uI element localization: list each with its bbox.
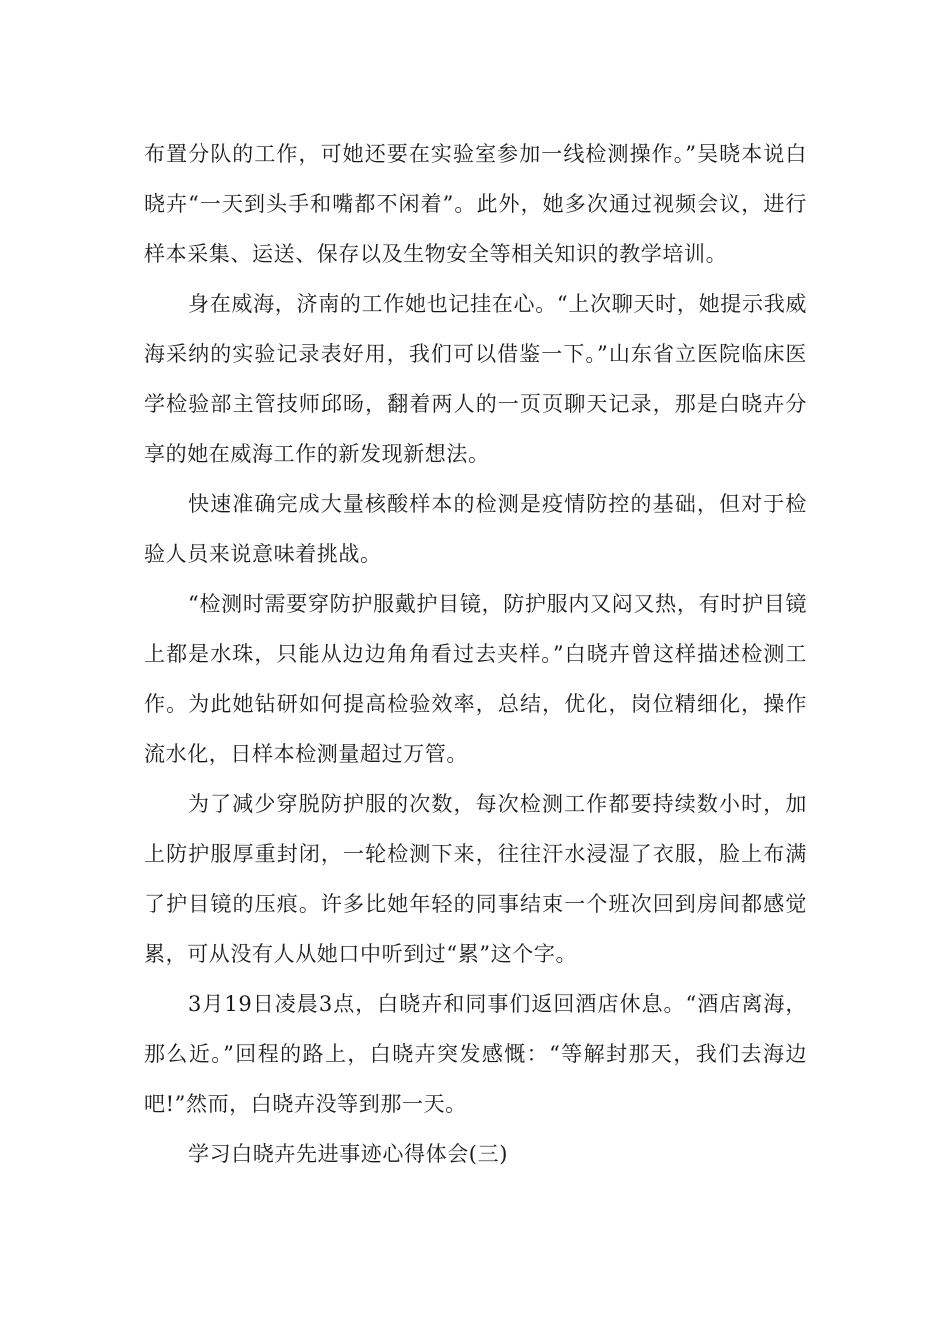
paragraph-5: 为了减少穿脱防护服的次数，每次检测工作都要持续数小时，加上防护服厚重封闭，一轮检测下来，往往汗水浸湿了衣服，脸上布满了护目镜的压痕。许多比她年轻的同事结束一个班次回到房间都感觉累，可从没有人从她口中听到过“累”这个字。 [144,792,807,966]
paragraph-1: 布置分队的工作，可她还要在实验室参加一线检测操作。”吴晓本说白晓卉“一天到头手和嘴都不闲着”。此外，她多次通过视频会议，进行样本采集、运送、保存以及生物安全等相关知识的教学培训。 [144,142,807,266]
paragraph-6: 3月19日凌晨3点，白晓卉和同事们返回酒店休息。“酒店离海，那么近。”回程的路上，白晓卉突发感慨：“等解封那天，我们去海边吧!”然而，白晓卉没等到那一天。 [144,992,807,1116]
paragraph-2: 身在威海，济南的工作她也记挂在心。“上次聊天时，她提示我威海采纳的实验记录表好用，我们可以借鉴一下。”山东省立医院临床医学检验部主管技师邱旸，翻着两人的一页页聊天记录，那是白晓卉分享的她在威海工作的新发现新想法。 [144,292,807,466]
paragraph-4: “检测时需要穿防护服戴护目镜，防护服内又闷又热，有时护目镜上都是水珠，只能从边边角角看过去夹样。”白晓卉曾这样描述检测工作。为此她钻研如何提高检验效率，总结，优化，岗位精细化，操作流水化，日样本检测量超过万管。 [144,592,807,766]
section-heading: 学习白晓卉先进事迹心得体会(三) [188,1142,508,1166]
paragraph-3: 快速准确完成大量核酸样本的检测是疫情防控的基础，但对于检验人员来说意味着挑战。 [144,492,807,566]
document-body [144,129,807,1179]
